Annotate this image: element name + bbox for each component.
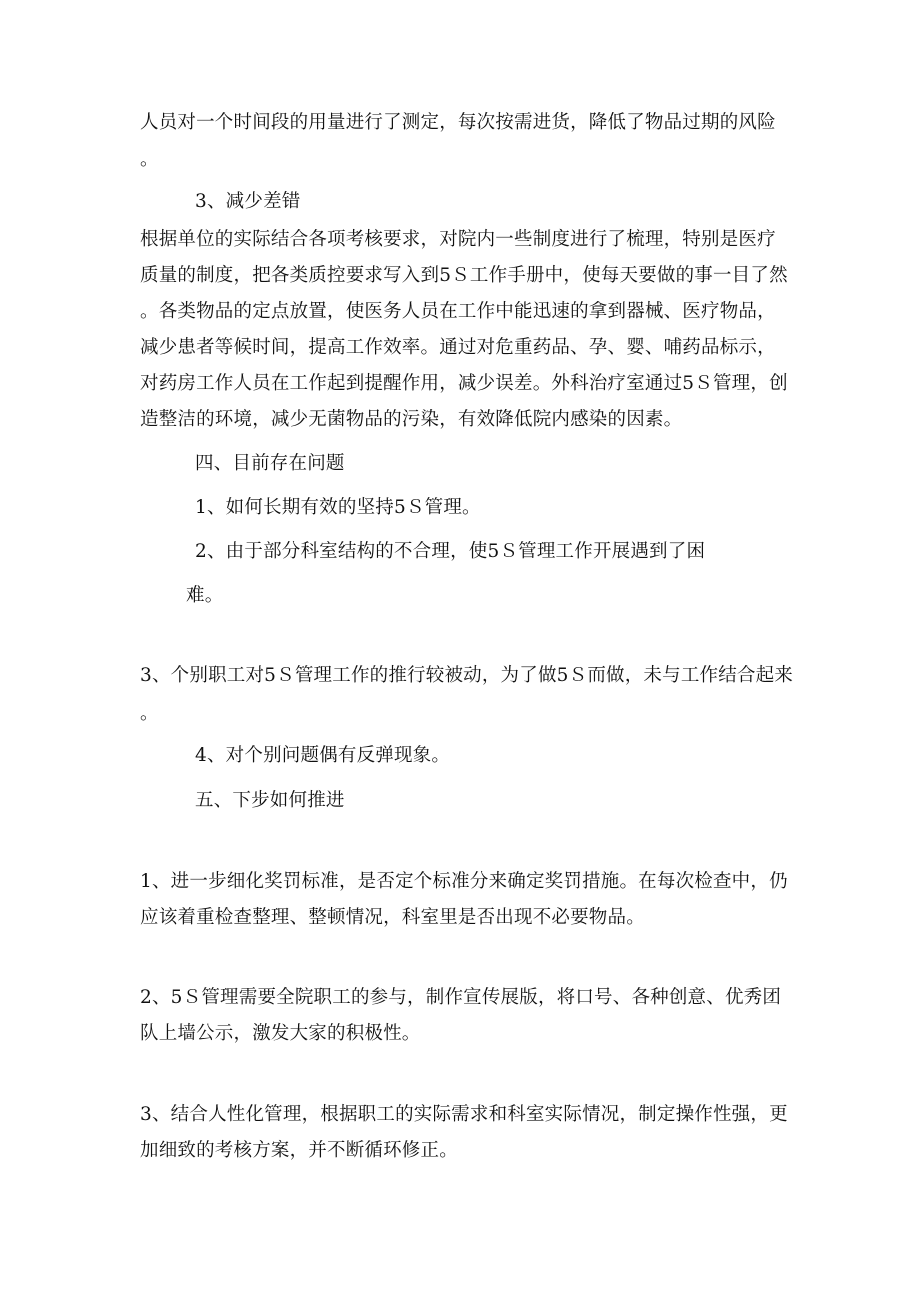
step-item-1-continued: 应该着重检查整理、整顿情况，科室里是否出现不必要物品。	[140, 907, 645, 928]
problem-item-4: 4、对个别问题偶有反弹现象。	[195, 745, 451, 766]
problem-item-2: 2、由于部分科室结构的不合理，使5Ｓ管理工作开展遇到了困	[195, 541, 706, 562]
step-item-2: 2、5Ｓ管理需要全院职工的参与，制作宣传展版，将口号、各种创意、优秀团	[140, 987, 782, 1008]
step-item-3: 3、结合人性化管理，根据职工的实际需求和科室实际情况，制定操作性强，更	[140, 1104, 788, 1125]
paragraph-line: 对药房工作人员在工作起到提醒作用，减少误差。外科治疗室通过5Ｓ管理，创	[140, 373, 788, 394]
section-heading-next-steps: 五、下步如何推进	[195, 790, 345, 811]
section-heading-reduce-errors: 3、减少差错	[195, 191, 301, 212]
step-item-2-continued: 队上墙公示，激发大家的积极性。	[140, 1023, 421, 1044]
step-item-3-continued: 加细致的考核方案，并不断循环修正。	[140, 1140, 458, 1161]
paragraph-line: 质量的制度，把各类质控要求写入到5Ｓ工作手册中，使每天要做的事一目了然	[140, 265, 788, 286]
paragraph-line: 人员对一个时间段的用量进行了测定，每次按需进货，降低了物品过期的风险	[140, 112, 776, 133]
paragraph-line: 造整洁的环境，减少无菌物品的污染，有效降低院内感染的因素。	[140, 409, 683, 430]
paragraph-line: 。	[140, 149, 159, 170]
step-item-1: 1、进一步细化奖罚标准，是否定个标准分来确定奖罚措施。在每次检查中，仍	[140, 871, 788, 892]
problem-item-3-continued: 。	[140, 703, 159, 724]
problem-item-1: 1、如何长期有效的坚持5Ｓ管理。	[195, 497, 481, 518]
problem-item-3: 3、个别职工对5Ｓ管理工作的推行较被动，为了做5Ｓ而做，未与工作结合起来	[140, 665, 794, 686]
paragraph-line: 减少患者等候时间，提高工作效率。通过对危重药品、孕、婴、哺药品标示，	[140, 337, 776, 358]
paragraph-line: 。各类物品的定点放置，使医务人员在工作中能迅速的拿到器械、医疗物品，	[140, 301, 776, 322]
problem-item-2-continued: 难。	[186, 585, 224, 606]
section-heading-problems: 四、目前存在问题	[195, 453, 345, 474]
paragraph-line: 根据单位的实际结合各项考核要求，对院内一些制度进行了梳理，特别是医疗	[140, 229, 776, 250]
